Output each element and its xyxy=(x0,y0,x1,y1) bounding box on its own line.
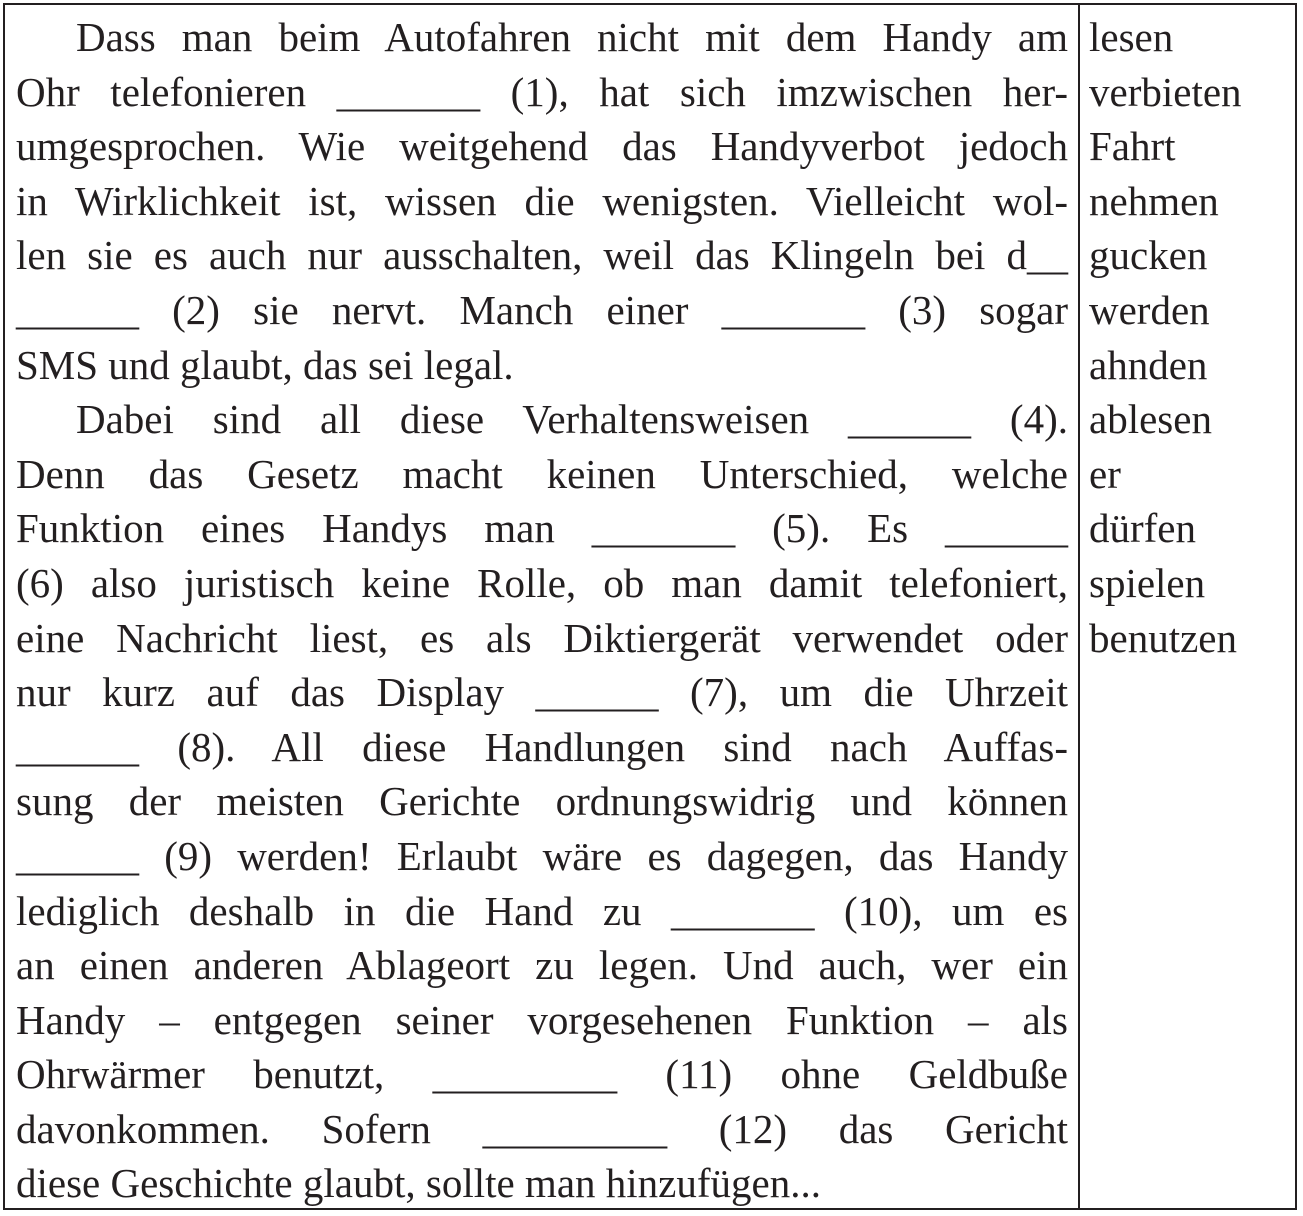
text-line: Dabei sind all diese Verhaltensweisen ______ (4). xyxy=(76,396,1068,443)
text-line: ______ (9) werden! Erlaubt wäre es dagegen, das Handy xyxy=(16,832,1068,879)
text-line: Denn das Gesetz macht keinen Unterschied, welche xyxy=(16,450,1068,497)
word-bank-item: ahnden xyxy=(1089,341,1208,388)
word-bank-item: gucken xyxy=(1089,232,1208,279)
text-line: (6) also juristisch keine Rolle, ob man damit telefoniert, xyxy=(16,559,1068,606)
word-bank-item: lesen xyxy=(1089,14,1174,60)
gap-fill-text xyxy=(16,10,1068,1211)
text-line: len sie es auch nur ausschalten, weil das Klingeln bei d__ xyxy=(16,232,1068,279)
text-line: Dass man beim Autofahren nicht mit dem Handy am xyxy=(76,14,1068,60)
text-line: davonkommen. Sofern _________ (12) das Gericht xyxy=(16,1105,1068,1152)
text-line: umgesprochen. Wie weitgehend das Handyverbot jedoch xyxy=(16,123,1068,170)
text-line: Ohrwärmer benutzt, _________ (11) ohne Geldbuße xyxy=(16,1051,1068,1098)
word-bank xyxy=(1089,10,1294,665)
text-line: SMS und glaubt, das sei legal. xyxy=(16,341,514,388)
column-divider xyxy=(1078,5,1080,1208)
word-bank-item: nehmen xyxy=(1089,177,1219,224)
word-bank-item: ablesen xyxy=(1089,396,1212,443)
text-line: nur kurz auf das Display ______ (7), um die Uhrzeit xyxy=(16,669,1068,716)
word-bank-item: Fahrt xyxy=(1089,123,1176,170)
word-bank-item: werden xyxy=(1089,286,1210,333)
text-line: in Wirklichkeit ist, wissen die wenigsten. Vielleicht wol- xyxy=(16,177,1068,224)
text-line: lediglich deshalb in die Hand zu _______ (10), um es xyxy=(16,887,1068,934)
word-bank-item: er xyxy=(1089,450,1121,497)
word-bank-item: benutzen xyxy=(1089,614,1237,661)
text-line: Funktion eines Handys man _______ (5). Es ______ xyxy=(16,505,1068,552)
text-line: eine Nachricht liest, es als Diktiergerät verwendet oder xyxy=(16,614,1068,661)
exercise-table xyxy=(3,3,1297,1210)
word-bank-item: verbieten xyxy=(1089,68,1242,115)
text-line: ______ (2) sie nervt. Manch einer _______ (3) sogar xyxy=(16,286,1068,333)
text-line: diese Geschichte glaubt, sollte man hinzufügen... xyxy=(16,1160,821,1207)
text-line: an einen anderen Ablageort zu legen. Und auch, wer ein xyxy=(16,942,1068,989)
text-line: Handy – entgegen seiner vorgesehenen Funktion – als xyxy=(16,996,1068,1043)
text-line: ______ (8). All diese Handlungen sind nach Auffas- xyxy=(16,723,1068,770)
text-line: sung der meisten Gerichte ordnungswidrig und können xyxy=(16,778,1068,825)
word-bank-item: dürfen xyxy=(1089,505,1197,552)
text-line: Ohr telefonieren _______ (1), hat sich imzwischen her- xyxy=(16,68,1068,115)
word-bank-item: spielen xyxy=(1089,559,1206,606)
